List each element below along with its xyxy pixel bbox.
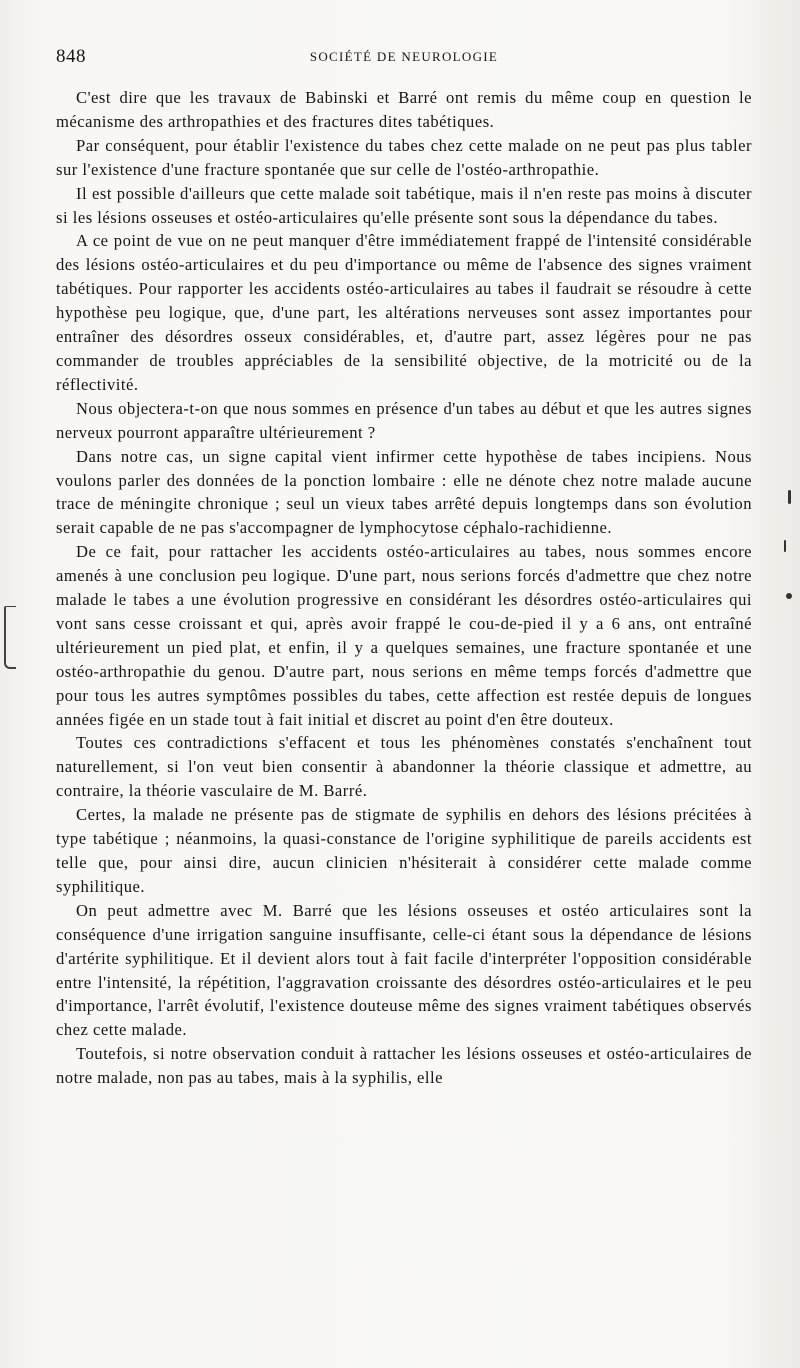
margin-pencil-mark bbox=[4, 606, 16, 669]
paragraph: C'est dire que les travaux de Babinski et Barré ont remis du même coup en question le mécanisme des arthropathies et des fractures dites tabétiques. bbox=[56, 88, 752, 131]
paragraph: Certes, la malade ne présente pas de stigmate de syphilis en dehors des lésions précitées à type tabétique ; néanmoins, la quasi-constance de l'origine syphilitique de pareils accidents est telle que, pour ainsi dire, aucun clinicien n'hésiterait à considérer cette malade comme syphilitique. bbox=[56, 805, 752, 896]
page-header bbox=[56, 46, 752, 72]
paragraph: Nous objectera-t-on que nous sommes en présence d'un tabes au début et que les autres signes nerveux pourront apparaître ultérieurement ? bbox=[56, 398, 752, 442]
paragraph: A ce point de vue on ne peut manquer d'être immédiatement frappé de l'intensité considérable des lésions ostéo-articulaires et du peu d'importance ou même de l'absence des signes vraiment tabétiques. Pour rapporter les accidents ostéo-articulaires au tabes il faudrait se résoudre à cette hypothèse peu logique, que, d'une part, les altérations nerveuses sont assez importantes pour entraîner des désordres osseux considérables, et, d'autre part, assez légères pour ne pas commander de troubles appréciables de la sensibilité objective, de la motricité ou de la réflectivité. bbox=[56, 231, 752, 394]
ink-speck bbox=[788, 490, 791, 504]
paragraph: On peut admettre avec M. Barré que les lésions osseuses et ostéo articulaires sont la conséquence d'une irrigation sanguine insuffisante, celle-ci étant sous la dépendance de lésions d'artérite syphilitique. Et il devient alors tout à fait facile d'interpréter l'opposition considérable entre l'intensité, la répétition, l'aggravation croissante des désordres ostéo-articulaires et le peu d'importance, l'arrêt évolutif, l'existence douteuse même des signes vraiment tabétiques observés chez cette malade. bbox=[56, 900, 752, 1040]
paragraph: Toutes ces contradictions s'effacent et tous les phénomènes constatés s'enchaînent tout naturellement, si l'on veut bien consentir à abandonner la théorie classique et admettre, au contraire, la théorie vasculaire de M. Barré. bbox=[56, 733, 752, 801]
paragraph: Par conséquent, pour établir l'existence du tabes chez cette malade on ne peut pas plus tabler sur l'existence d'une fracture spontanée que sur celle de l'ostéo-arthropathie. bbox=[56, 135, 752, 179]
paragraph: Toutefois, si notre observation conduit à rattacher les lésions osseuses et ostéo-articulaires de notre malade, non pas au tabes, mais à la syphilis, elle bbox=[56, 1044, 752, 1088]
article-body bbox=[56, 86, 752, 1090]
paragraph: Dans notre cas, un signe capital vient infirmer cette hypothèse de tabes incipiens. Nous voulons parler des données de la ponction lombaire : elle ne dénote chez notre malade aucune trace de méningite chronique ; seul un vieux tabes arrêté depuis longtemps dans son évolution serait capable de ne pas s'accompagner de lymphocytose céphalo-rachidienne. bbox=[56, 446, 752, 538]
paragraph: De ce fait, pour rattacher les accidents ostéo-articulaires au tabes, nous sommes encore amenés à une conclusion peu logique. D'une part, nous serions forcés d'admettre que chez notre malade le tabes a une évolution progressive en considérant les désordres ostéo-articulaires qui vont sans cesse croissant et qui, après avoir frappé le cou-de-pied il y a 6 ans, ont entraîné ultérieurement un pied plat, et enfin, il y a quelques semaines, une fracture spontanée et une ostéo-arthropathie du genou. D'autre part, nous serions en même temps forcés d'admettre que pour tous les autres symptômes possibles du tabes, cette affection est restée depuis de longues années figée en un stade tout à fait initial et discret au point d'en être douteux. bbox=[56, 542, 752, 729]
running-head: SOCIÉTÉ DE NEUROLOGIE bbox=[309, 49, 499, 64]
ink-speck bbox=[786, 593, 792, 599]
ink-speck bbox=[784, 540, 786, 552]
paragraph: Il est possible d'ailleurs que cette malade soit tabétique, mais il n'en reste pas moins à discuter si les lésions osseuses et ostéo-articulaires qu'elle présente sont sous la dépendance du tabes. bbox=[56, 183, 752, 227]
page-number: 848 bbox=[56, 46, 86, 67]
